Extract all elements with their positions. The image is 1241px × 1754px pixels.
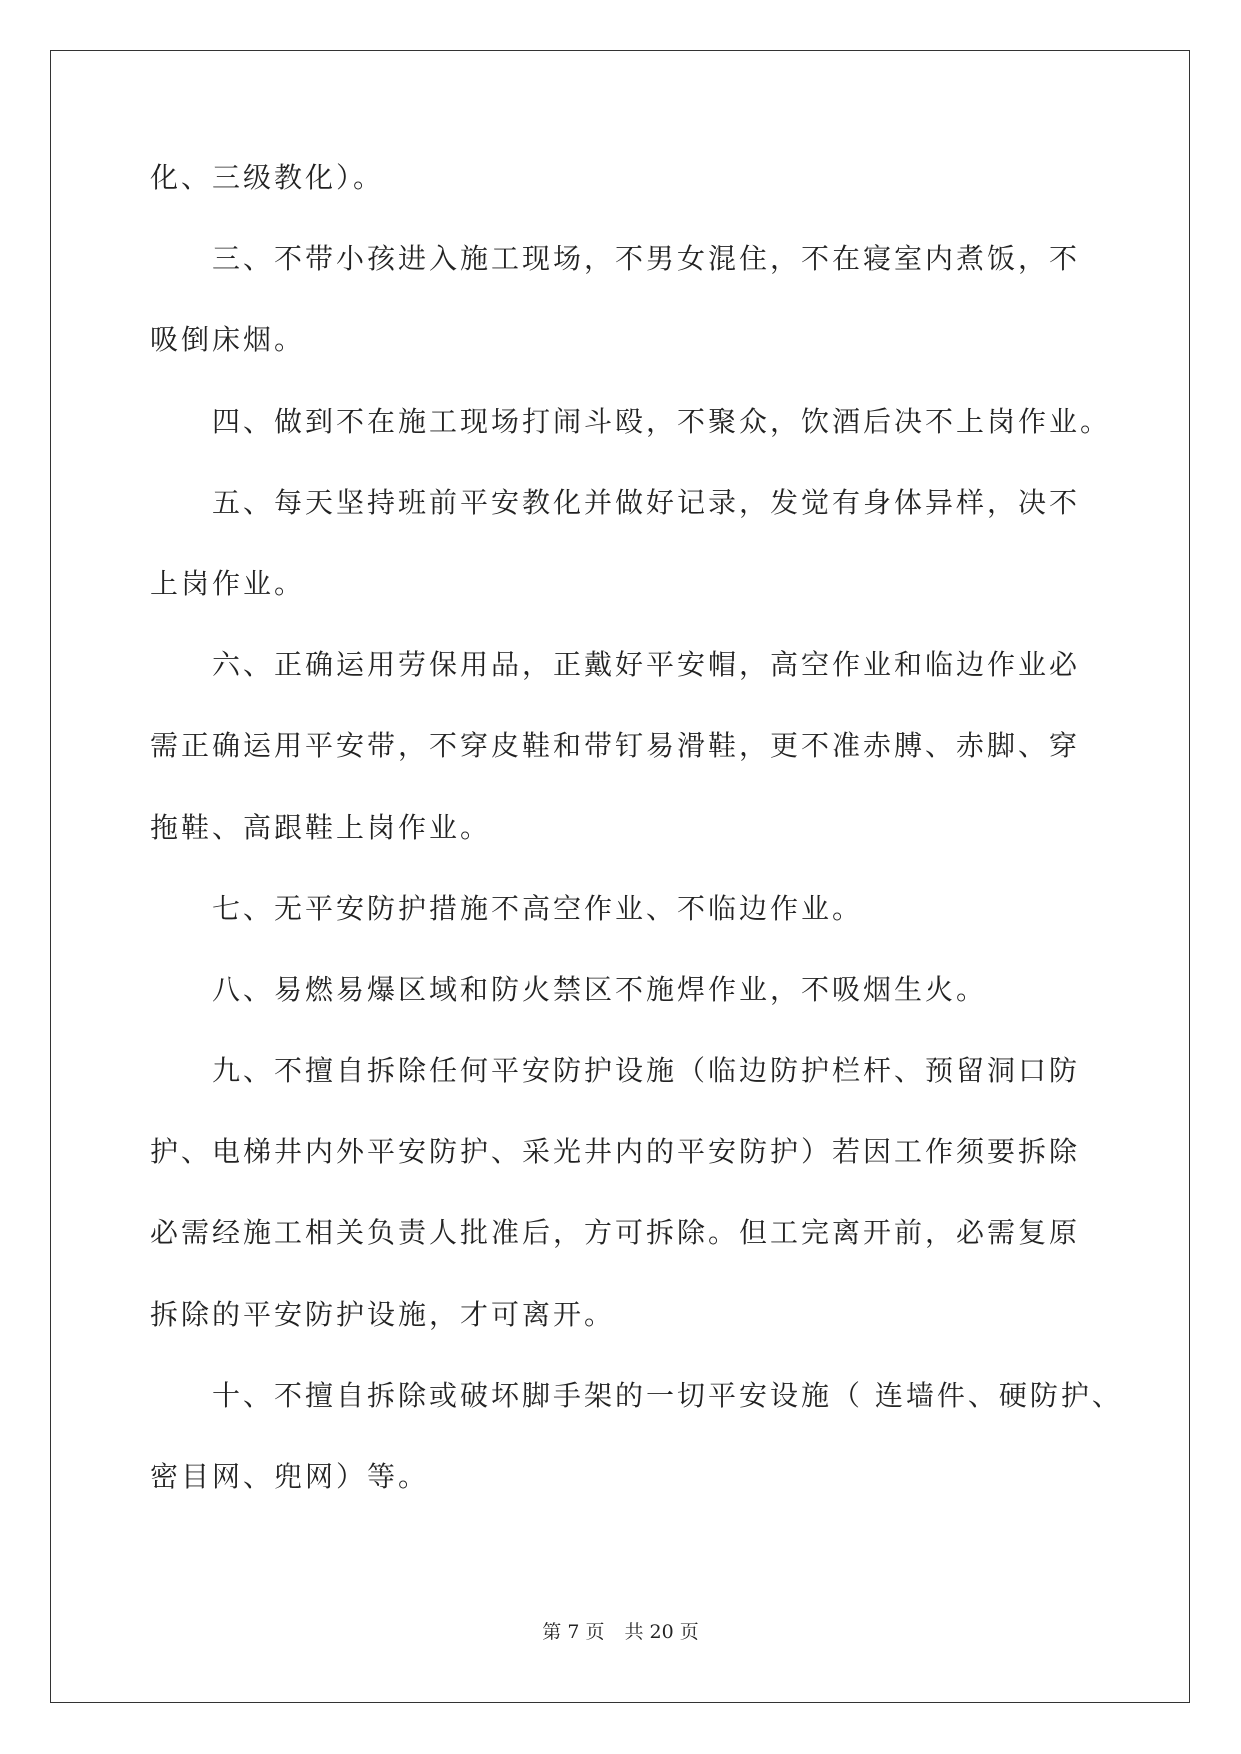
text-line: 拖鞋、高跟鞋上岗作业。 (150, 810, 492, 844)
text-line: 拆除的平安防护设施，才可离开。 (150, 1297, 616, 1331)
document-body (150, 158, 1123, 1538)
text-line: 四、做到不在施工现场打闹斗殴，不聚众，饮酒后决不上岗作业。 (212, 404, 1112, 438)
page-number: 第 7 页 (542, 1621, 605, 1643)
text-line: 六、正确运用劳保用品，正戴好平安帽，高空作业和临边作业必 (212, 648, 1081, 682)
text-line: 需正确运用平安带，不穿皮鞋和带钉易滑鞋，更不准赤膊、赤脚、穿 (150, 729, 1081, 763)
text-line: 护、电梯井内外平安防护、采光井内的平安防护）若因工作须要拆除 (150, 1135, 1081, 1169)
text-line: 必需经施工相关负责人批准后，方可拆除。但工完离开前，必需复原 (150, 1216, 1081, 1250)
text-line: 化、三级教化）。 (150, 161, 385, 194)
text-line: 吸倒床烟。 (150, 323, 306, 357)
text-line: 五、每天坚持班前平安教化并做好记录，发觉有身体异样，决不 (212, 485, 1081, 519)
page-footer (0, 1617, 1241, 1644)
text-line: 十、不擅自拆除或破坏脚手架的一切平安设施（ 连墙件、硬防护、 (212, 1378, 1123, 1412)
text-line: 三、不带小孩进入施工现场，不男女混住，不在寝室内煮饭，不 (212, 242, 1081, 276)
text-line: 上岗作业。 (150, 566, 306, 600)
page-total: 共 20 页 (624, 1621, 699, 1643)
text-line: 七、无平安防护措施不高空作业、不临边作业。 (212, 891, 864, 925)
text-line: 九、不擅自拆除任何平安防护设施（临边防护栏杆、预留洞口防 (212, 1054, 1081, 1088)
text-line: 八、易燃易爆区域和防火禁区不施焊作业，不吸烟生火。 (212, 972, 988, 1006)
text-line: 密目网、兜网）等。 (150, 1460, 430, 1493)
